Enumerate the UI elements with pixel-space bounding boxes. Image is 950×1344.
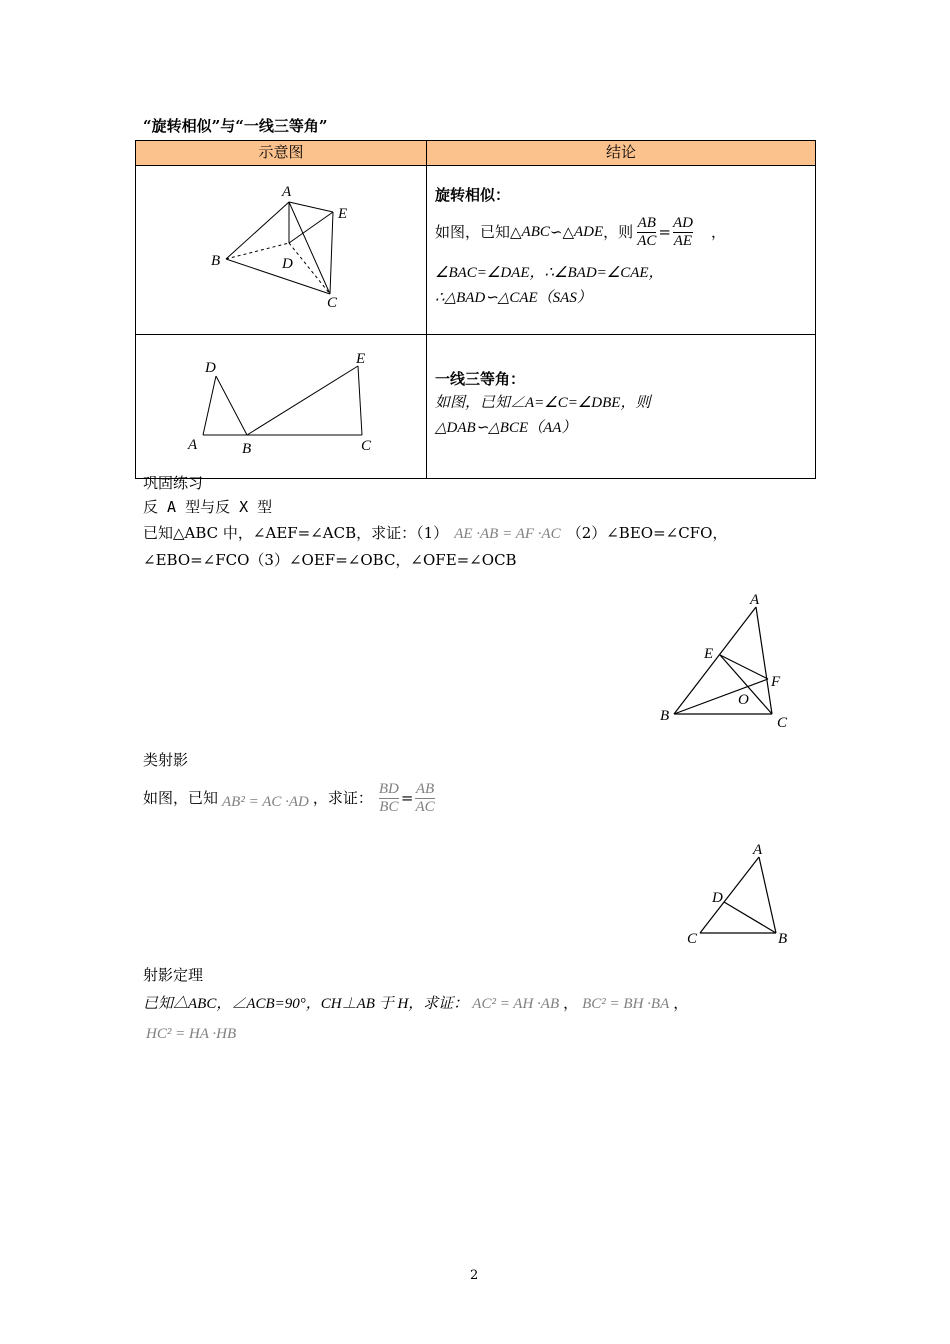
section3-line1: 已知△ABC，∠ACB=90°，CH⊥AB 于 H，求证： AC² = AH ·AB ， BC² = BH ·BA ， bbox=[143, 994, 689, 1012]
label-b: B bbox=[242, 441, 252, 457]
three-angles-text-cell bbox=[427, 335, 816, 479]
label-a: A bbox=[188, 437, 198, 453]
label-e: E bbox=[338, 206, 348, 222]
label-a: A bbox=[753, 842, 763, 858]
label-a: A bbox=[750, 592, 760, 608]
label-c: C bbox=[361, 438, 372, 454]
table-header-conclusion: 结论 bbox=[427, 141, 816, 166]
label-b: B bbox=[778, 931, 788, 947]
table-header-diagram: 示意图 bbox=[136, 141, 427, 166]
label-b: B bbox=[660, 708, 670, 724]
rotation-similarity-diagram bbox=[136, 166, 426, 330]
page-number: 2 bbox=[470, 1268, 479, 1283]
section3-line2: HC² = HA ·HB bbox=[146, 1026, 237, 1042]
rotation-similarity-diagram-cell bbox=[136, 166, 427, 335]
ratio-ab-ac: $\frac{AB}{AC}$ bbox=[637, 214, 657, 249]
quasi-projection-triangle-figure bbox=[680, 840, 800, 950]
three-angles-heading: 一线三等角： bbox=[435, 370, 526, 388]
three-angles-diagram bbox=[136, 335, 426, 474]
page-title: “旋转相似”与“一线三等角” bbox=[143, 117, 328, 135]
rotation-line1: 如图，已知△ ABC ∽△ ADE ，则 $\frac{AB}{AC}$ = $\frac{AD}{AE}$ ， bbox=[435, 214, 726, 249]
section1-line1: 已知△ABC 中，∠AEF=∠ACB，求证：（1） AE ·AB = AF ·AC （2）∠BEO=∠CFO， bbox=[143, 524, 728, 542]
three-angles-line1: 如图，已知∠A=∠C=∠DBE，则 bbox=[435, 395, 651, 411]
label-d: D bbox=[282, 256, 293, 272]
label-e: E bbox=[356, 351, 366, 367]
ratio-bd-bc: $\frac{BD}{BC}$ bbox=[378, 780, 399, 815]
ratio-ab-ac: $\frac{AB}{AC}$ bbox=[415, 780, 435, 815]
label-c: C bbox=[777, 715, 788, 731]
rotation-heading: 旋转相似： bbox=[435, 186, 511, 204]
rotation-similarity-text-cell bbox=[427, 166, 816, 335]
label-f: F bbox=[771, 674, 781, 690]
summary-table bbox=[135, 140, 816, 479]
section2-line: 如图，已知 AB² = AC ·AD ，求证： $\frac{BD}{BC}$ = $\frac{AB}{AC}$ bbox=[143, 780, 435, 815]
ratio-ad-ae: $\frac{AD}{AE}$ bbox=[672, 214, 693, 249]
label-e: E bbox=[704, 646, 714, 662]
rotation-line3: ∴△BAD∽△CAE（SAS） bbox=[435, 290, 592, 306]
label-c: C bbox=[327, 295, 338, 311]
label-d: D bbox=[712, 890, 723, 906]
three-angles-line2: △DAB∽△BCE（AA） bbox=[435, 420, 577, 436]
section1-line2: ∠EBO=∠FCO（3）∠OEF=∠OBC，∠OFE=∠OCB bbox=[143, 551, 517, 569]
label-b: B bbox=[211, 253, 221, 269]
label-o: O bbox=[738, 692, 749, 708]
projection-theorem-heading: 射影定理 bbox=[143, 966, 204, 984]
anti-a-x-heading: 反 A 型与反 X 型 bbox=[143, 498, 273, 516]
label-c: C bbox=[687, 931, 698, 947]
rotation-line2: ∠BAC=∠DAE，∴∠BAD=∠CAE， bbox=[435, 265, 664, 281]
label-d: D bbox=[205, 360, 216, 376]
quasi-projection-heading: 类射影 bbox=[143, 751, 189, 769]
practice-heading: 巩固练习 bbox=[143, 474, 204, 492]
label-a: A bbox=[282, 184, 292, 200]
three-angles-diagram-cell bbox=[136, 335, 427, 479]
anti-ax-triangle-figure bbox=[650, 585, 800, 735]
